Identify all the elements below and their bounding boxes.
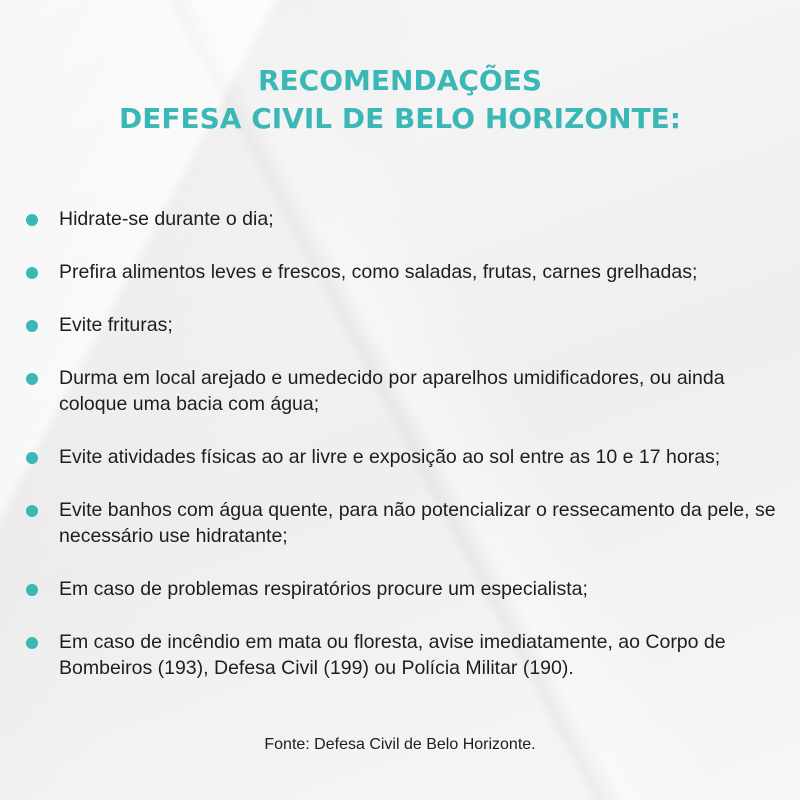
list-item-text: Hidrate-se durante o dia; <box>59 208 274 230</box>
title-line-1: RECOMENDAÇÕES <box>257 64 543 97</box>
bullet-dot-icon <box>26 505 38 517</box>
list-item-text: Evite atividades físicas ao ar livre e exposição ao sol entre as 10 e 17 horas; <box>59 446 721 468</box>
list-item-text: Evite banhos com água quente, para não potencializar o ressecamento da pele, se necessário use hidratante; <box>59 499 776 547</box>
list-item <box>26 365 776 417</box>
title-line-2: DEFESA CIVIL DE BELO HORIZONTE: <box>118 102 681 135</box>
list-item-text: Em caso de incêndio em mata ou floresta, avise imediatamente, ao Corpo de Bombeiros (193), Defesa Civil (199) ou Polícia Militar (190). <box>59 631 726 679</box>
recommendations-list <box>26 206 776 708</box>
list-item <box>26 444 776 470</box>
list-item-text: Evite frituras; <box>59 314 173 336</box>
list-item <box>26 576 776 602</box>
bullet-dot-icon <box>26 373 38 385</box>
bullet-dot-icon <box>26 320 38 332</box>
list-item-text: Em caso de problemas respiratórios procure um especialista; <box>59 578 588 600</box>
list-item <box>26 259 776 285</box>
list-item <box>26 206 776 232</box>
bullet-dot-icon <box>26 214 38 226</box>
list-item <box>26 497 776 549</box>
page-title <box>0 62 800 138</box>
bullet-dot-icon <box>26 637 38 649</box>
bullet-dot-icon <box>26 267 38 279</box>
list-item <box>26 312 776 338</box>
source-credit: Fonte: Defesa Civil de Belo Horizonte. <box>264 736 536 753</box>
bullet-dot-icon <box>26 584 38 596</box>
list-item-text: Durma em local arejado e umedecido por aparelhos umidificadores, ou ainda coloque uma bacia com água; <box>59 367 725 415</box>
list-item <box>26 629 776 681</box>
list-item-text: Prefira alimentos leves e frescos, como saladas, frutas, carnes grelhadas; <box>59 261 698 283</box>
bullet-dot-icon <box>26 452 38 464</box>
